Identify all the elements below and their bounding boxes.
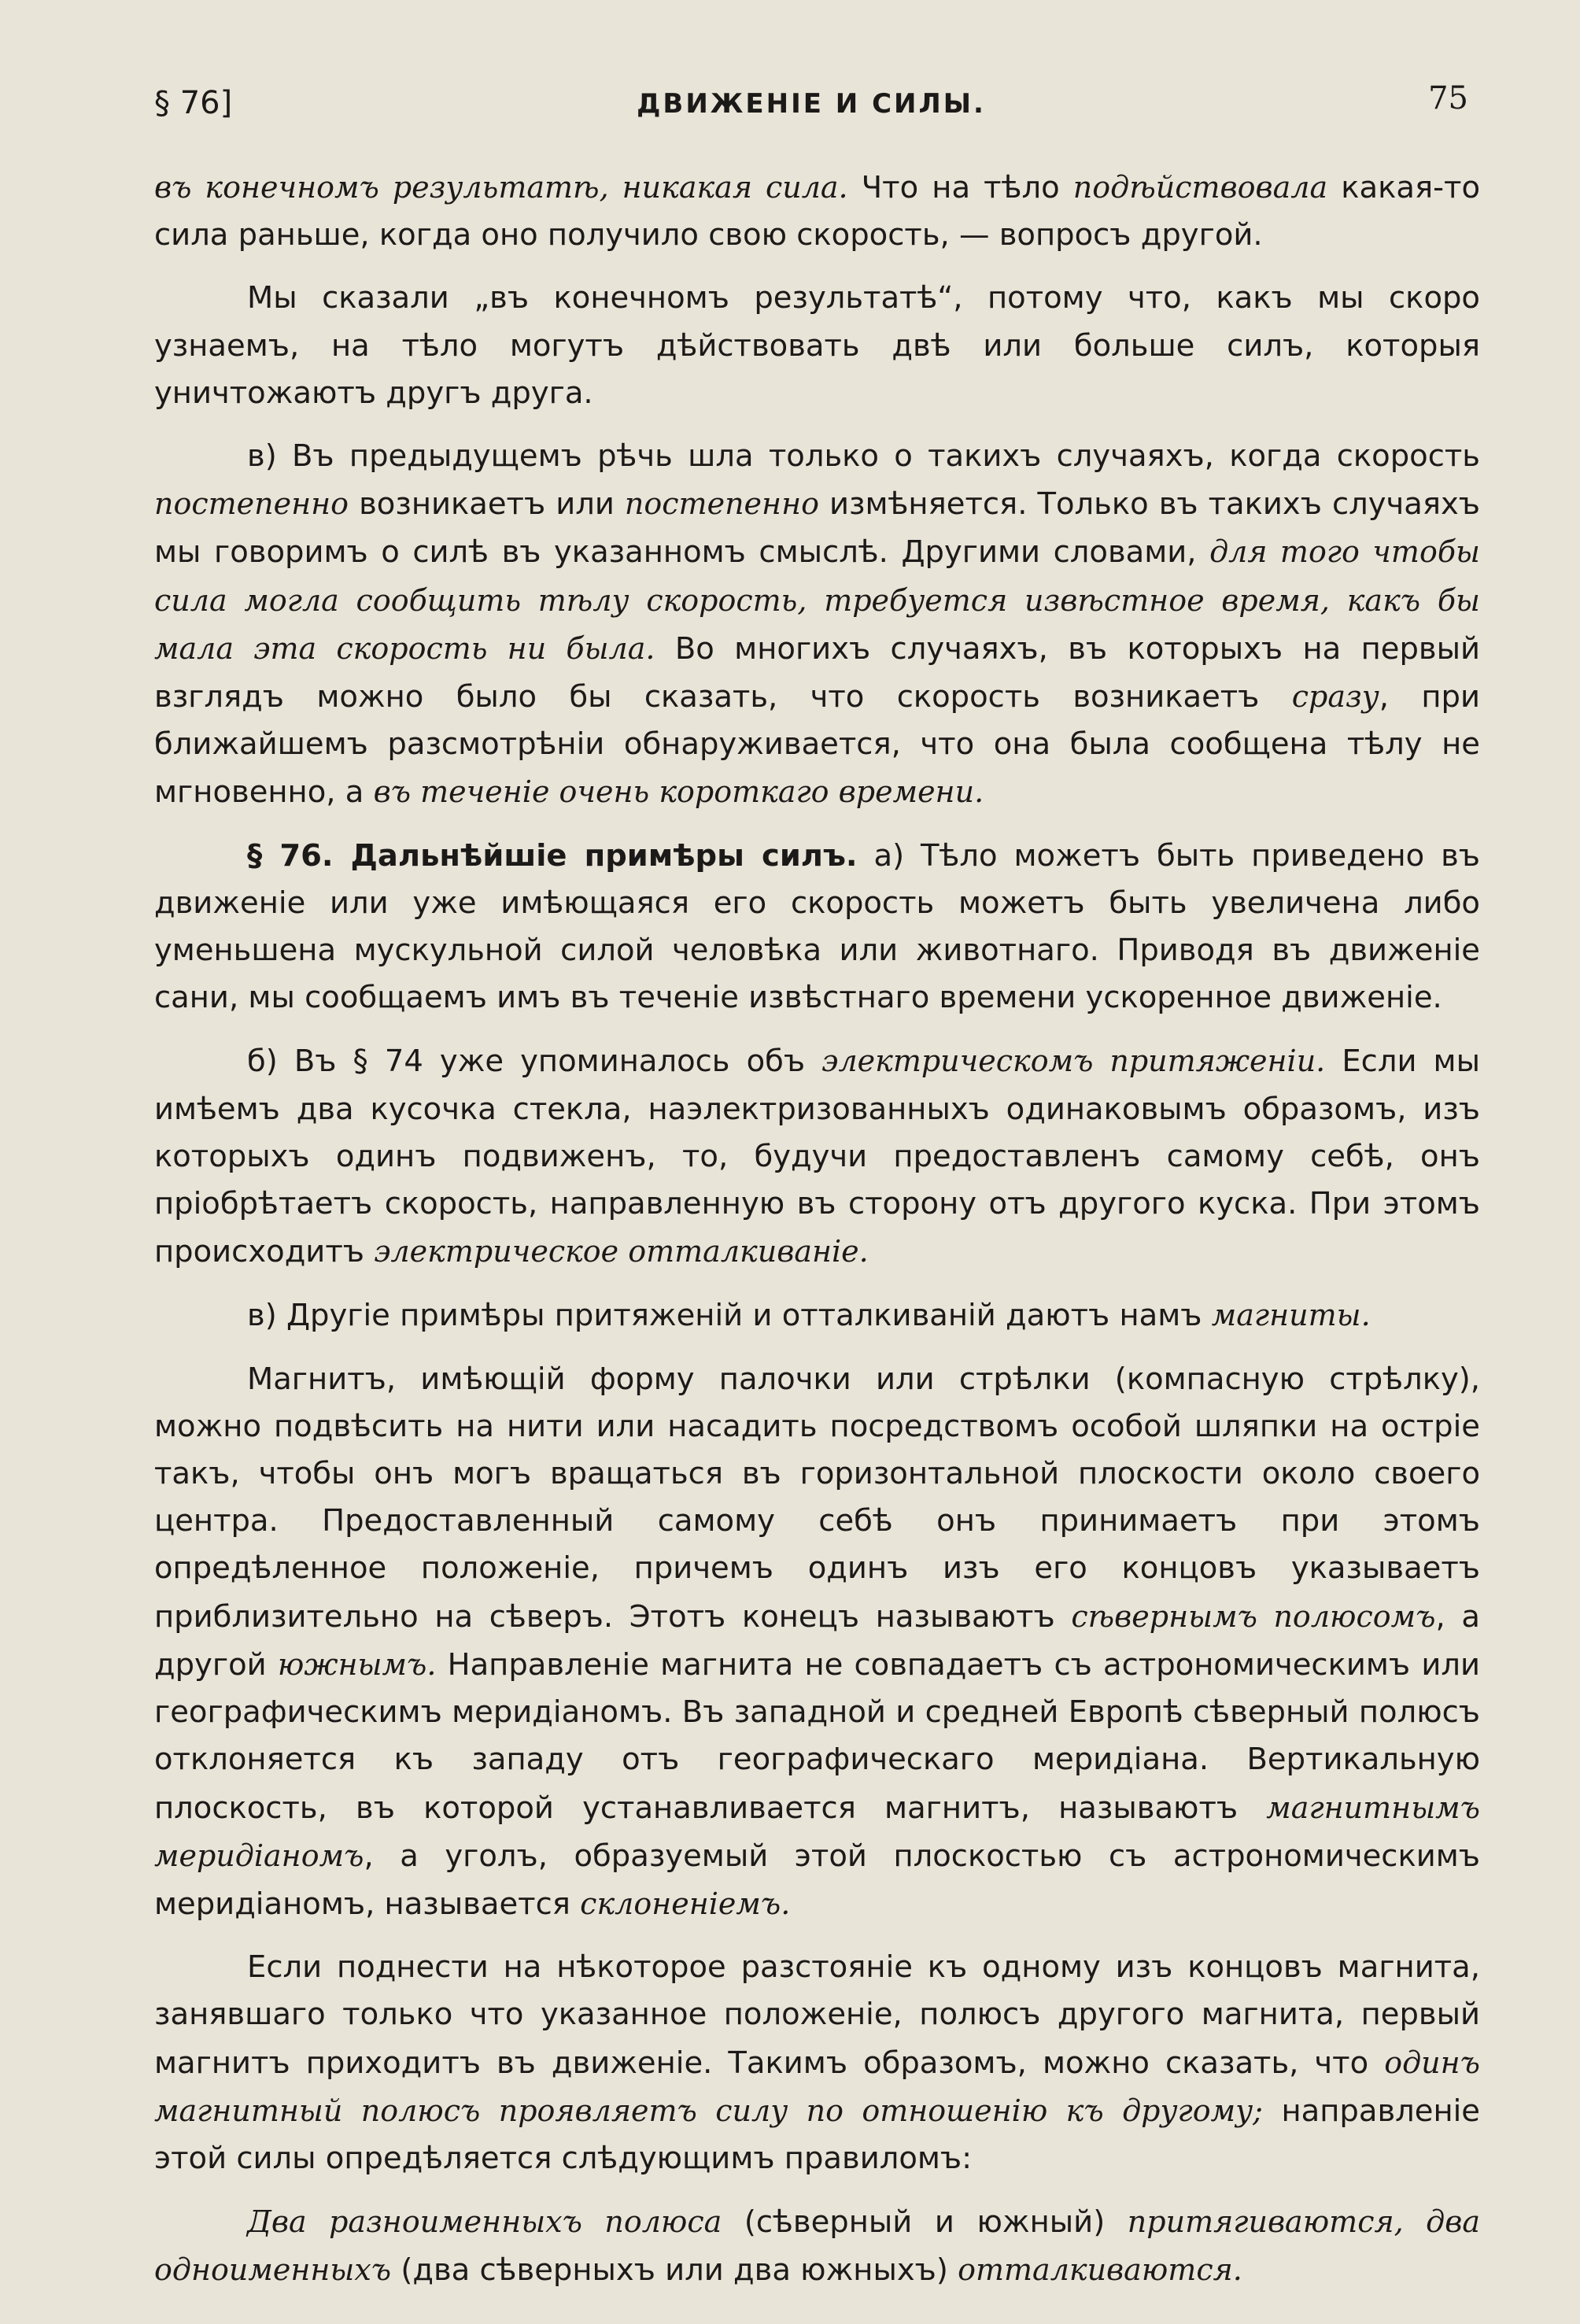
text-run: возникаетъ или (349, 486, 625, 523)
italic-phrase: одинъ магнитный полюсъ проявляетъ силу по отношенію къ другому; (154, 2045, 1480, 2128)
page-number: 75 (1428, 80, 1468, 116)
paragraph-8 (154, 1944, 1480, 2182)
paragraph-5 (154, 1037, 1480, 1276)
italic-phrase: склоненіемъ. (580, 1886, 791, 1921)
text-run: , а другой (154, 1598, 1480, 1683)
text-run: направленіе этой силы опредѣляется слѣдующимъ правиломъ: (154, 2093, 1480, 2176)
section-heading: § 76. Дальнѣйшіе примѣры силъ. (247, 837, 858, 874)
italic-phrase: въ теченіе очень короткаго времени. (373, 774, 984, 810)
paragraph-4 (154, 833, 1480, 1022)
paragraph-2 (154, 275, 1480, 417)
text-run: Что на тѣло (847, 170, 1073, 205)
paragraph-9-rule (154, 2198, 1480, 2294)
text-run: в) Въ предыдущемъ рѣчь шла только о такихъ случаяхъ, когда скорость (247, 438, 1480, 475)
paragraph-6 (154, 1291, 1480, 1339)
running-header (154, 80, 1468, 132)
text-run: Если мы имѣемъ два кусочка стекла, наэлектризованныхъ одинаковымъ образомъ, изъ которыхъ одинъ подвиженъ, то, будучи предоставленъ самому себѣ, онъ пріобрѣтаетъ скорость, направленную въ сторону отъ другого куска. При этомъ происходитъ (154, 1044, 1480, 1270)
italic-phrase: отталкиваются. (958, 2252, 1242, 2288)
text-run: , при ближайшемъ разсмотрѣніи обнаруживается, что она была сообщена тѣлу не мгновенно, а (154, 679, 1481, 811)
text-run: (сѣверный и южный) (722, 2204, 1128, 2241)
paragraph-1 (154, 164, 1480, 259)
text-run: Магнитъ, имѣющій форму палочки или стрѣлки (компасную стрѣлку), можно подвѣсить на нити или насадить посредствомъ особой шляпки на остріе такъ, чтобы онъ могъ вращаться въ горизонтальной плоскости около своего центра. Предоставленный самому себѣ онъ принимаетъ при этомъ опредѣленное положеніе, причемъ одинъ изъ его концовъ указываетъ приблизительно на сѣверъ. Этотъ конецъ называютъ (154, 1361, 1480, 1635)
italic-phrase: электрическомъ притяженіи. (821, 1044, 1326, 1079)
italic-phrase: сразу (1291, 679, 1379, 715)
italic-phrase: подѣйствовала (1072, 170, 1328, 205)
italic-phrase: постепенно (154, 486, 349, 522)
text-run: б) Въ § 74 уже упоминалось объ (247, 1044, 822, 1080)
italic-phrase: южнымъ. (277, 1646, 437, 1682)
italic-phrase: магниты. (1211, 1298, 1371, 1333)
italic-phrase: магнитнымъ меридіаномъ (154, 1790, 1480, 1873)
text-run: Если поднести на нѣкоторое разстояніе къ одному изъ концовъ магнита, занявшаго только что указанное положеніе, полюсъ другого магнита, первый магнитъ приходитъ въ движеніе. Такимъ образомъ, можно сказать, что (154, 1949, 1480, 2081)
italic-phrase: сѣвернымъ полюсомъ (1071, 1598, 1436, 1634)
text-run: а) Тѣло можетъ быть приведено въ движеніе или уже имѣющаяся его скорость можетъ быть увеличена либо уменьшена мускульной силой человѣка или животнаго. Приводя въ движеніе сани, мы сообщаемъ имъ въ теченіе извѣстнаго времени ускоренное движеніе. (154, 837, 1480, 1016)
italic-phrase: въ конечномъ результатѣ, никакая сила. (154, 170, 848, 205)
text-run: какая-то сила раньше, когда оно получило свою скорость, — вопросъ другой. (154, 170, 1480, 253)
paragraph-3 (154, 433, 1480, 817)
section-reference: § 76] (154, 85, 233, 121)
text-run: измѣняется. Только въ такихъ случаяхъ мы говоримъ о силѣ въ указанномъ смыслѣ. Другими словами, (154, 486, 1481, 571)
text-run: Направленіе магнита не совпадаетъ съ астрономическимъ или географическимъ меридіаномъ. Въ западной и средней Европѣ сѣверный полюсъ отклоняется къ западу отъ географическаго меридіана. Вертикальную плоскость, въ которой устанавливается магнитъ, называютъ (154, 1646, 1480, 1826)
running-title: ДВИЖЕНІЕ И СИЛЫ. (637, 88, 986, 120)
italic-phrase: электрическое отталкиваніе. (374, 1234, 869, 1269)
text-run: в) Другіе примѣры притяженій и отталкиваній даютъ намъ (247, 1298, 1212, 1334)
italic-phrase: для того чтобы сила могла сообщить тѣлу скорость, требуется извѣстное время, какъ бы мала эта скорость ни была. (154, 534, 1480, 666)
text-run: , а уголъ, образуемый этой плоскостью съ астрономическимъ меридіаномъ, называется (154, 1838, 1480, 1922)
italic-phrase: Два разноименныхъ полюса (247, 2204, 722, 2240)
text-run: Во многихъ случаяхъ, въ которыхъ на первый взглядъ можно было бы сказать, что скорость возникаетъ (154, 630, 1480, 715)
paragraph-7 (154, 1356, 1480, 1928)
text-run: (два сѣверныхъ или два южныхъ) (391, 2252, 958, 2289)
text-run: Мы сказали „въ конечномъ результатѣ“, потому что, какъ мы скоро узнаемъ, на тѣло могутъ дѣйствовать двѣ или больше силъ, которыя уничтожаютъ другъ друга. (154, 280, 1480, 411)
italic-phrase: притягиваются, два одноименныхъ (154, 2204, 1480, 2288)
page-body (154, 164, 1480, 2295)
italic-phrase: постепенно (624, 486, 819, 522)
